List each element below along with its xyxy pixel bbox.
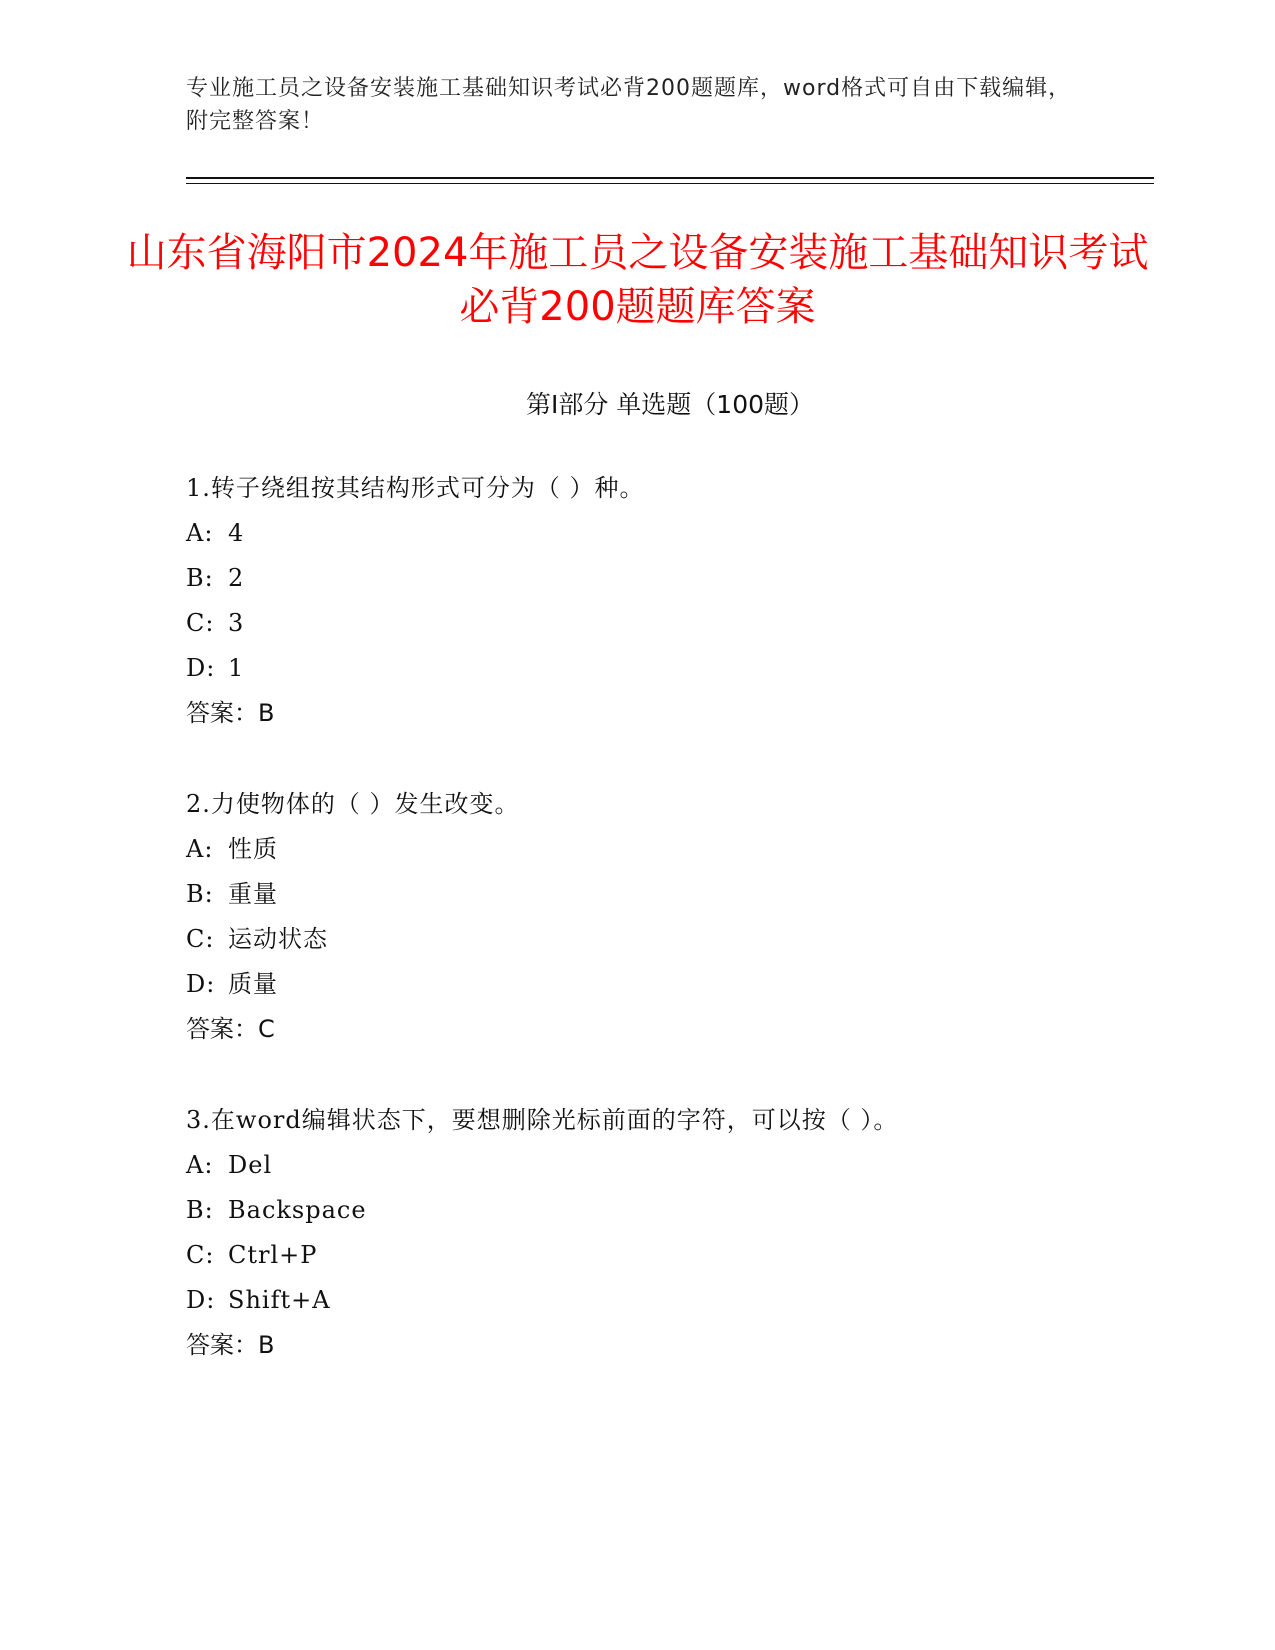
option-label: C: (186, 1241, 215, 1269)
option-text: Del (228, 1151, 273, 1179)
question-stem: 3.在word编辑状态下，要想删除光标前面的字符，可以按（ ）。 (186, 1106, 899, 1134)
option-text: 性质 (228, 835, 278, 863)
option-label: A: (186, 519, 214, 547)
question-stem: 2.力使物体的（ ）发生改变。 (186, 790, 520, 818)
question-stem: 1.转子绕组按其结构形式可分为（ ）种。 (186, 474, 645, 502)
option-label: C: (186, 609, 215, 637)
header-note: 专业施工员之设备安装施工基础知识考试必背200题题库，word格式可自由下载编辑，附完整答案！ (186, 76, 1072, 134)
option-label: B: (186, 564, 214, 592)
option-d (186, 646, 1154, 691)
option-a (186, 827, 1154, 872)
option-text: 3 (228, 609, 245, 637)
option-c (186, 1233, 1154, 1278)
option-text: 重量 (228, 880, 278, 908)
section-heading: 第I部分 单选题（100题） (525, 390, 815, 419)
header-rule-thick (186, 177, 1154, 179)
document-title: 山东省海阳市2024年施工员之设备安装施工基础知识考试必背200题题库答案 (126, 230, 1149, 330)
option-label: D: (186, 970, 216, 998)
option-a (186, 1143, 1154, 1188)
question-3 (186, 1098, 1154, 1368)
option-label: A: (186, 835, 214, 863)
answer: 答案：B (186, 699, 275, 727)
option-text: 2 (228, 564, 245, 592)
option-text: Ctrl+P (228, 1241, 318, 1269)
option-c (186, 917, 1154, 962)
option-text: 运动状态 (228, 925, 328, 953)
option-text: 1 (228, 654, 245, 682)
option-c (186, 601, 1154, 646)
option-label: D: (186, 1286, 216, 1314)
option-label: B: (186, 880, 214, 908)
option-label: B: (186, 1196, 214, 1224)
option-label: C: (186, 925, 215, 953)
option-b (186, 872, 1154, 917)
answer: 答案：B (186, 1331, 275, 1359)
option-d (186, 962, 1154, 1007)
option-d (186, 1278, 1154, 1323)
answer: 答案：C (186, 1015, 275, 1043)
question-2 (186, 782, 1154, 1052)
option-b (186, 556, 1154, 601)
option-text: Shift+A (228, 1286, 331, 1314)
option-text: Backspace (228, 1196, 367, 1224)
option-a (186, 511, 1154, 556)
question-1 (186, 466, 1154, 736)
header-rule-thin (186, 183, 1154, 184)
option-label: A: (186, 1151, 214, 1179)
option-text: 质量 (228, 970, 278, 998)
option-label: D: (186, 654, 216, 682)
option-text: 4 (228, 519, 245, 547)
option-b (186, 1188, 1154, 1233)
